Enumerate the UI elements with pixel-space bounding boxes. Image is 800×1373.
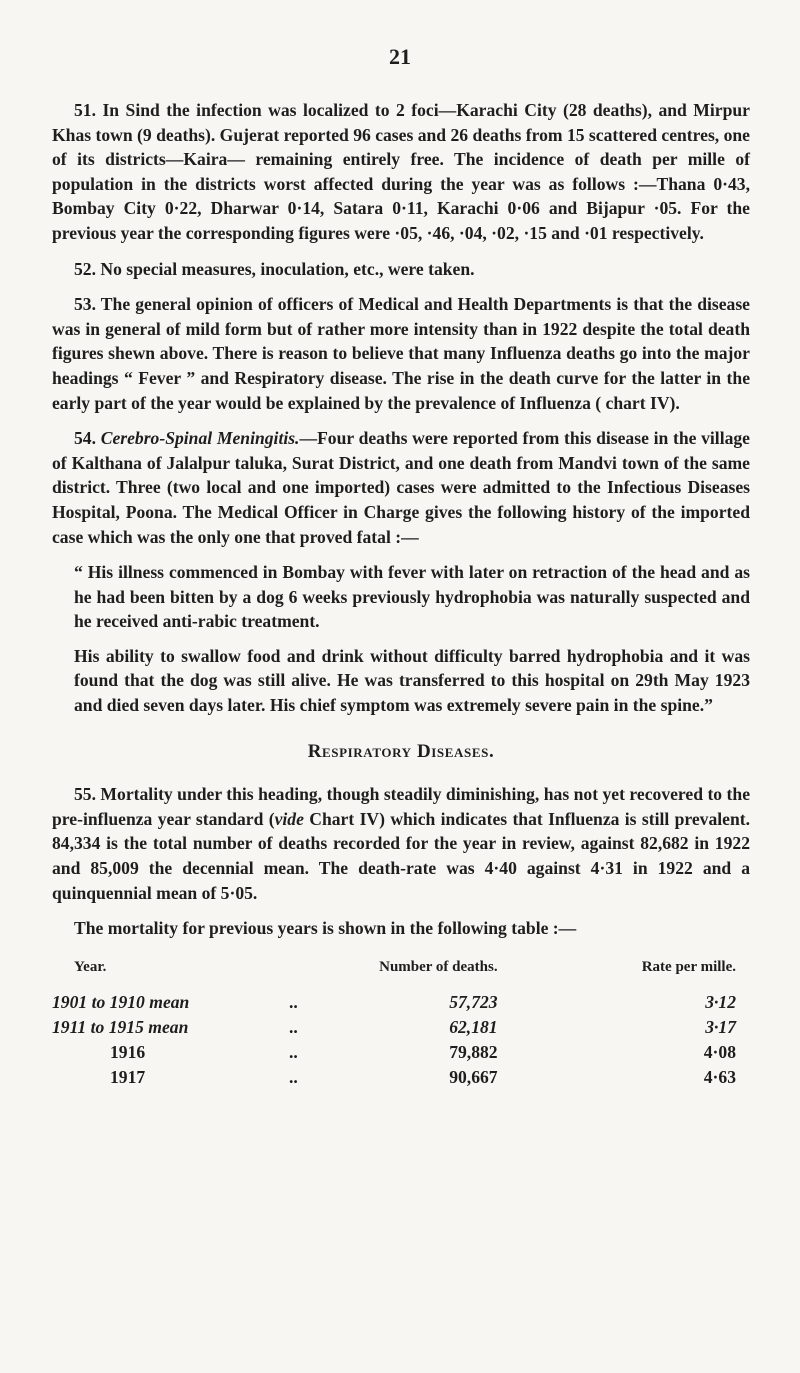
row-leader: .. <box>289 991 298 1012</box>
quote-paragraph-1: “ His illness commenced in Bombay with fever with later on retraction of the head and as he had been bitten by a dog 6 weeks previously hydrophobia was naturally suspected and he received anti-rabic treatment. <box>74 562 750 632</box>
case-history-quote <box>74 560 750 718</box>
header-rate: Rate per mille. <box>641 958 736 975</box>
row-deaths: 57,723 <box>449 991 498 1012</box>
paragraph-54 <box>52 426 750 549</box>
row-year: 1901 to 1910 mean <box>52 991 190 1012</box>
page-content <box>52 98 750 1089</box>
paragraph-55 <box>52 782 750 905</box>
quote-paragraph-2: His ability to swallow food and drink without difficulty barred hydrophobia and it was found that the dog was still alive. He was transferred to this hospital on 29th May 1923 and died seven days later. His chief symptom was extremely severe pain in the spine.” <box>74 645 750 716</box>
paragraph-52: 52. No special measures, inoculation, etc., were taken. <box>74 258 475 279</box>
table-row <box>52 1039 750 1064</box>
paragraph-55-part-a: 55. Mortality under this heading, though steadily diminishing, has not yet recovered to the pre-influenza year standard ( <box>52 784 750 829</box>
page-number: 21 <box>389 44 411 69</box>
paragraph-54-title: Cerebro-Spinal Meningitis. <box>100 428 300 449</box>
row-rate: 3·12 <box>705 991 736 1012</box>
table-row <box>52 989 750 1014</box>
paragraph-53: 53. The general opinion of officers of Medical and Health Departments is that the disease was in general of mild form but of rather more intensity than in 1922 despite the total death figures shewn above. There is reason to believe that many Influenza deaths go into the major headings “ Fever ” and Respiratory disease. The rise in the death curve for the latter in the early part of the year would be explained by the prevalence of Influenza ( chart IV). <box>52 294 750 413</box>
row-year: 1911 to 1915 mean <box>52 1016 189 1037</box>
table-intro: The mortality for previous years is shown in the following table :— <box>74 918 577 939</box>
paragraph-54-number: 54. <box>74 428 96 449</box>
row-rate: 4·63 <box>703 1066 736 1087</box>
row-leader: .. <box>289 1066 298 1087</box>
paragraph-51: 51. In Sind the infection was localized to 2 foci—Karachi City (28 deaths), and Mirpur Khas town (9 deaths). Gujerat reported 96 cases and 26 deaths from 15 scattered centres, one of its districts—Kaira— remaining entirely free. The incidence of death per mille of population in the districts worst affected during the year was as follows :—Thana 0·43, Bombay City 0·22, Dharwar 0·14, Satara 0·11, Karachi 0·06 and Bijapur ·05. For the previous year the corresponding figures were ·05, ·46, ·04, ·02, ·15 and ·01 respectively. <box>52 100 750 243</box>
row-deaths: 79,882 <box>449 1041 498 1062</box>
row-year: 1917 <box>110 1066 146 1087</box>
row-rate: 3·17 <box>705 1016 736 1037</box>
row-leader: .. <box>289 1016 298 1037</box>
row-rate: 4·08 <box>703 1041 736 1062</box>
paragraph-54-text: —Four deaths were reported from this disease in the village of Kalthana of Jalalpur taluka, Surat District, and one death from Mandvi town of the same district. Three (two local and one imported) cases were admitted to the Infectious Diseases Hospital, Poona. The Medical Officer in Charge gives the following history of the imported case which was the only one that proved fatal :— <box>52 428 750 547</box>
header-deaths: Number of deaths. <box>379 958 498 975</box>
paragraph-55-vide: vide <box>274 808 304 829</box>
row-leader: .. <box>289 1041 298 1062</box>
header-year: Year. <box>74 958 107 975</box>
table-row <box>52 1064 750 1089</box>
table-header-row <box>52 955 750 990</box>
row-deaths: 90,667 <box>449 1066 498 1087</box>
section-heading: Respiratory Diseases. <box>307 740 495 762</box>
row-deaths: 62,181 <box>449 1016 498 1037</box>
table-row <box>52 1014 750 1039</box>
paragraph-55-part-b: Chart IV) which indicates that Influenza is still prevalent. 84,334 is the total number of deaths recorded for the year in review, against 82,682 in 1922 and 85,009 the decennial mean. The death-rate was 4·40 against 4·31 in 1922 and a quinquennial mean of 5·05. <box>52 808 751 903</box>
row-year: 1916 <box>110 1041 146 1062</box>
mortality-table <box>52 955 750 1090</box>
